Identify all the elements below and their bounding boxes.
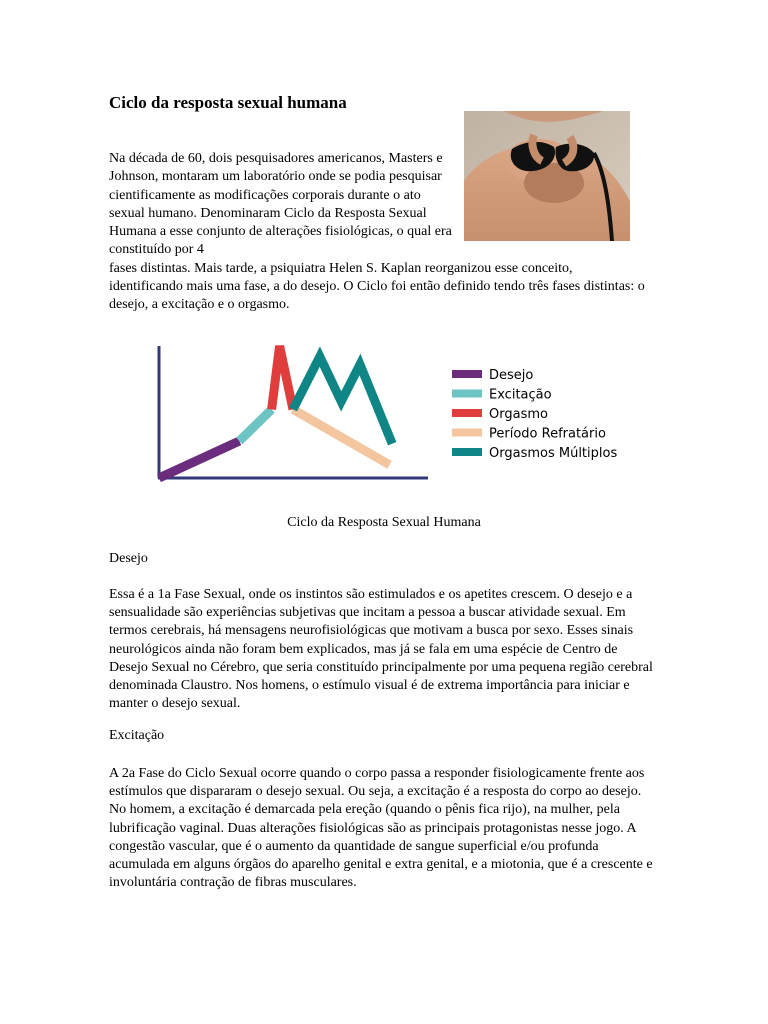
series-line-excitacao bbox=[239, 409, 271, 441]
legend-swatch-desejo bbox=[452, 370, 482, 378]
section-text-excitacao: A 2a Fase do Ciclo Sexual ocorre quando o corpo passa a responder fisiologicamente frente aos estímulos que dispararam o desejo sexual. Ou seja, a excitação é a resposta do corpo ao desejo. No homem, a excitação é demarcada pela ereção (quando o pênis fica rijo), na mulher, pela lubrificação vaginal. Duas alterações fisiológicas são as principais protagonistas nesse jogo. A congestão vascular, que é o aumento da quantidade de sangue superficial e/ou profunda acumulada em alguns órgãos do aparelho genital e extra genital, e a miotonia, que é a crescente e involuntária contração de fibras musculares. bbox=[109, 766, 653, 891]
legend-swatch-periodo-refratario bbox=[452, 429, 482, 437]
figure-caption: Ciclo da Resposta Sexual Humana bbox=[287, 515, 481, 530]
legend-swatch-excitacao bbox=[452, 390, 482, 398]
intro-text-narrow: Na década de 60, dois pesquisadores americanos, Masters e Johnson, montaram um laboratório onde se podia pesquisar cientificamente as modificações corporais durante o ato sexual humano. Denominaram Ciclo da Resposta Sexual Humana a esse conjunto de alterações fisiológicas, o qual era constituído por 4 bbox=[109, 151, 452, 258]
section-heading-excitacao: Excitação bbox=[109, 728, 165, 743]
intro-text-wide: fases distintas. Mais tarde, a psiquiatra Helen S. Kaplan reorganizou esse conceito, identificando mais uma fase, a do desejo. O Ciclo foi então definido tendo três fases distintas: o desejo, a excitação e o orgasmo. bbox=[109, 260, 645, 313]
legend-label-periodo-refratario: Período Refratário bbox=[489, 426, 606, 442]
section-text-desejo: Essa é a 1a Fase Sexual, onde os instintos são estimulados e os apetites crescem. O desejo e a sensualidade são experiências subjetivas que incitam a pessoa a buscar atividade sexual. Em termos cerebrais, há mensagens neurofisiológicas que motivam a busca por sexo. Esses sinais neurológicos ainda não foram bem explicados, mas já se fala em uma espécie de Centro de Desejo Sexual no Cérebro, que seria constituído principalmente por uma pequena região cerebral denominada Claustro. Nos homens, o estímulo visual é de extrema importância para iniciar e manter o desejo sexual. bbox=[109, 587, 653, 712]
section-heading-desejo: Desejo bbox=[109, 551, 148, 566]
legend-label-desejo: Desejo bbox=[489, 368, 534, 383]
legend-label-orgasmo: Orgasmo bbox=[489, 407, 548, 422]
series-line-desejo bbox=[159, 441, 239, 478]
response-cycle-chart bbox=[150, 342, 620, 487]
legend-swatch-orgasmos-multiplos bbox=[452, 448, 482, 456]
series-line-periodo-refratario bbox=[293, 409, 390, 464]
series-line-orgasmos-multiplos bbox=[293, 357, 392, 444]
legend-label-excitacao: Excitação bbox=[489, 387, 552, 403]
page-title: Ciclo da resposta sexual humana bbox=[109, 93, 347, 112]
legend-label-orgasmos-multiplos: Orgasmos Múltiplos bbox=[489, 446, 618, 461]
intro-paragraph bbox=[109, 150, 649, 315]
series-line-orgasmo bbox=[272, 346, 293, 409]
legend-swatch-orgasmo bbox=[452, 409, 482, 417]
chart-svg bbox=[150, 342, 620, 487]
